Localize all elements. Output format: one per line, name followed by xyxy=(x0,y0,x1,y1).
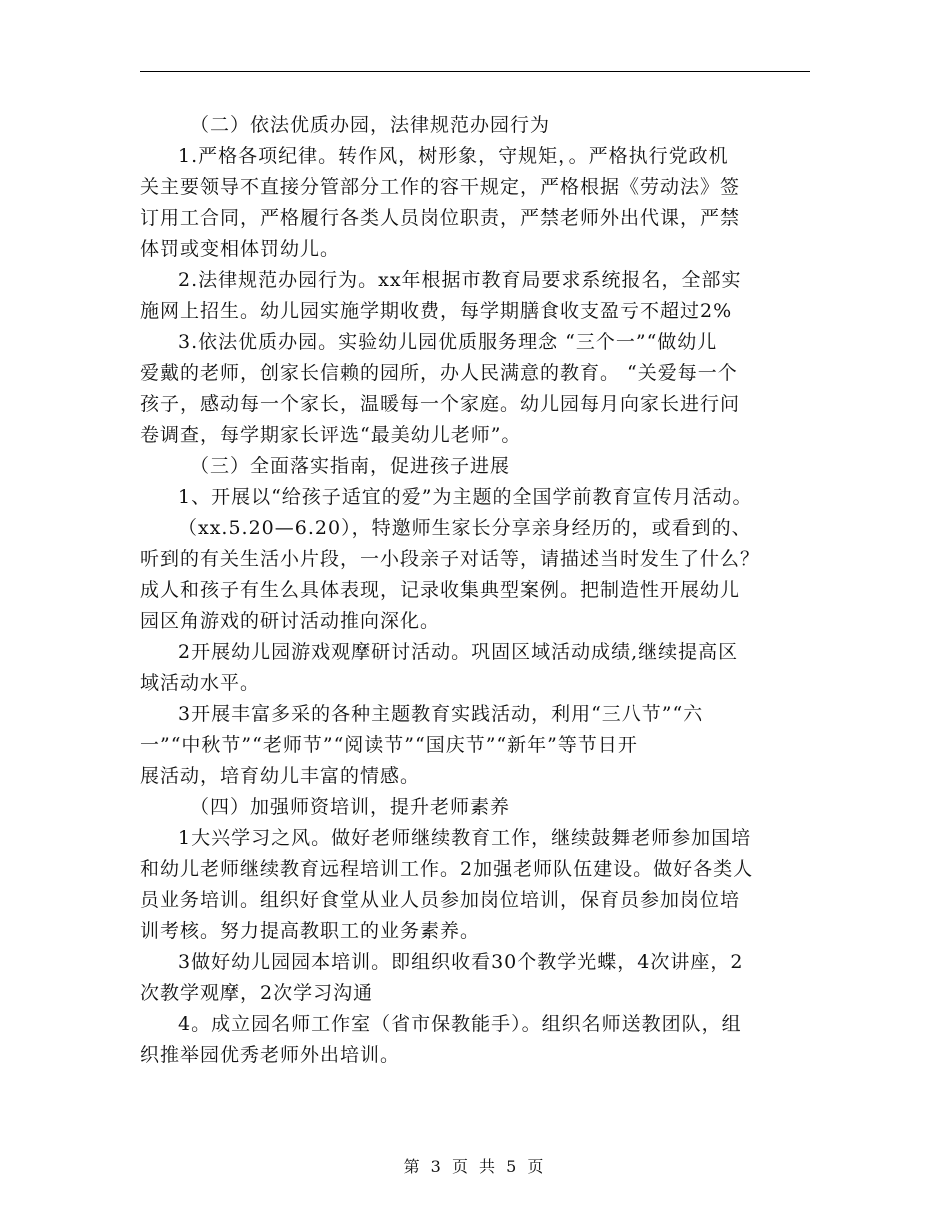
paragraph-line: 成人和孩子有生么具体表现，记录收集典型案例。把制造性开展幼儿 xyxy=(140,579,741,601)
paragraph-line: 4。成立园名师工作室（省市保教能手）。组织名师送教团队，组 xyxy=(178,1013,742,1035)
paragraph-line: 次教学观摩，2次学习沟通 xyxy=(140,982,374,1004)
paragraph-line: 订用工合同，严格履行各类人员岗位职责，严禁老师外出代课，严禁 xyxy=(140,207,741,229)
paragraph-line: 一”“中秋节”“老师节”“阅读节”“国庆节”“新年”等节日开 xyxy=(140,734,638,756)
paragraph-line: 和幼儿老师继续教育远程培训工作。2加强老师队伍建设。做好各类人 xyxy=(140,858,754,880)
document-body xyxy=(140,110,830,1071)
section-heading: （四）加强师资培训，提升老师素养 xyxy=(190,796,511,818)
paragraph-line: 关主要领导不直接分管部分工作的容干规定，严格根据《劳动法》签 xyxy=(140,176,741,198)
paragraph-line: 1、开展以“给孩子适宜的爱”为主题的全国学前教育宣传月活动。 xyxy=(178,486,753,508)
paragraph-line: 3开展丰富多采的各种主题教育实践活动，利用“三八节”“六 xyxy=(178,703,704,725)
header-rule xyxy=(140,71,810,72)
paragraph-line: 体罚或变相体罚幼儿。 xyxy=(140,238,341,260)
paragraph-line: （xx.5.20—6.20），特邀师生家长分享亲身经历的，或看到的、 xyxy=(178,517,752,539)
section-heading: （三）全面落实指南，促进孩子进展 xyxy=(190,455,511,477)
paragraph-line: 1.严格各项纪律。转作风，树形象，守规矩，。严格执行党政机 xyxy=(178,145,729,167)
page-footer: 第 3 页 共 5 页 xyxy=(403,1157,547,1176)
paragraph-line: 1大兴学习之风。做好老师继续教育工作，继续鼓舞老师参加国培 xyxy=(178,827,752,849)
paragraph-line: 施网上招生。幼儿园实施学期收费，每学期膳食收支盈亏不超过2% xyxy=(140,300,733,322)
paragraph-line: 2开展幼儿园游戏观摩研讨活动。巩固区域活动成绩,继续提高区 xyxy=(178,641,739,663)
paragraph-line: 训考核。努力提高教职工的业务素养。 xyxy=(140,920,481,942)
paragraph-line: 织推举园优秀老师外出培训。 xyxy=(140,1044,401,1066)
section-heading: （二）依法优质办园，法律规范办园行为 xyxy=(190,114,551,136)
paragraph-line: 卷调查，每学期家长评选“最美幼儿老师”。 xyxy=(140,424,522,446)
paragraph-line: 3.依法优质办园。实验幼儿园优质服务理念 “三个一”“做幼儿 xyxy=(178,331,718,353)
paragraph-line: 展活动，培育幼儿丰富的情感。 xyxy=(140,765,421,787)
paragraph-line: 域活动水平。 xyxy=(140,672,261,694)
paragraph-line: 听到的有关生活小片段，一小段亲子对话等，请描述当时发生了什么？ xyxy=(140,548,761,570)
paragraph-line: 爱戴的老师，创家长信赖的园所，办人民满意的教育。 “关爱每一个 xyxy=(140,362,738,384)
paragraph-line: 园区角游戏的研讨活动推向深化。 xyxy=(140,610,441,632)
paragraph-line: 员业务培训。组织好食堂从业人员参加岗位培训，保育员参加岗位培 xyxy=(140,889,741,911)
paragraph-line: 2.法律规范办园行为。xx年根据市教育局要求系统报名，全部实 xyxy=(178,269,742,291)
paragraph-line: 3做好幼儿园园本培训。即组织收看30个教学光蝶，4次讲座，2 xyxy=(178,951,744,973)
paragraph-line: 孩子，感动每一个家长，温暖每一个家庭。幼儿园每月向家长进行问 xyxy=(140,393,741,415)
